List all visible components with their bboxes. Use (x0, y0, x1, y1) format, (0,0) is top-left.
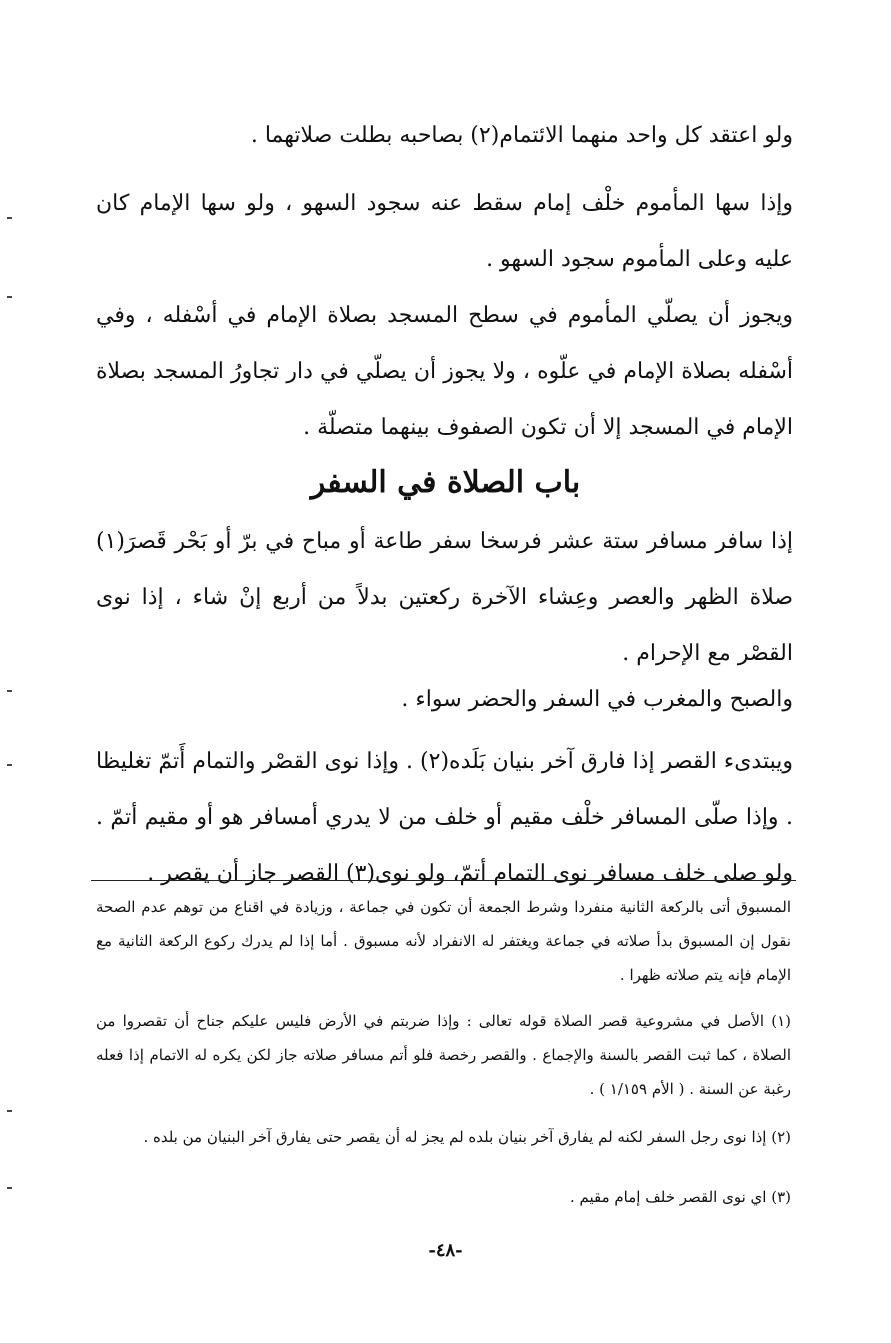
footnote-2: (٢) إذا نوى رجل السفر لكنه لم يفارق آخر بنيان بلده لم يجز له أن يقصر حتى يفارق آخر البنيان من بلده . (143, 1128, 791, 1146)
footnote-divider (91, 880, 796, 881)
paragraph-3: ويجوز أن يصلّي المأموم في سطح المسجد بصلاة الإمام في أسْفله ، وفي أسْفله بصلاة الإمام في علّوه ، ولا يجوز أن يصلّي في دار تجاورُ المسجد بصلاة الإمام في المسجد إلا أن تكون الصفوف بينهما متصلّة . (96, 303, 793, 440)
footnote-3: (٣) اي نوى القصر خلف إمام مقيم . (569, 1188, 791, 1206)
paragraph-5: والصبح والمغرب في السفر والحضر سواء . (401, 687, 793, 712)
footnote-continuation: المسبوق أتى بالركعة الثانية منفردا وشرط الجمعة أن تكون في جماعة ، وزيادة في اقناع من توهم عدم الصحة نقول إن المسبوق بدأ صلاته في جماعة ويغتفر له الانفراد لأنه مسبوق . أما إذا لم يدرك ركوع الركعة الثانية مع الإمام فإنه يتم صلاته ظهرا . (96, 898, 791, 984)
page-number: -٤٨- (428, 1240, 463, 1261)
margin-mark (7, 764, 12, 766)
paragraph-4: إذا سافر مسافر ستة عشر فرسخا سفر طاعة أو مباح في برّ أو بَحْر قَصرَ(١) صلاة الظهر والعصر وعِشاء الآخرة ركعتين بدلاً من أربع إنْ شاء ، إذا نوى القصْر مع الإحرام . (96, 529, 793, 666)
section-heading: باب الصلاة في السفر (310, 465, 581, 500)
paragraph-2: وإذا سها المأموم خلْف إمام سقط عنه سجود السهو ، ولو سها الإمام كان عليه وعلى المأموم سجود السهو . (96, 191, 793, 272)
paragraph-6: ويبتدىء القصر إذا فارق آخر بنيان بَلَده(٢) . وإذا نوى القصْر والتمام أَتمّ تغليظا . وإذا صلّى المسافر خلْف مقيم أو خلف من لا يدري أمسافر هو أو مقيم أتمّ . ولو صلى خلف مسافر نوى التمام أتمّ، ولو نوى(٣) القصر جاز أن يقصر . (96, 749, 793, 886)
paragraph-1: ولو اعتقد كل واحد منهما الائتمام(٢) بصاحبه بطلت صلاتهما . (250, 123, 793, 148)
margin-mark (7, 296, 12, 298)
margin-mark (7, 217, 12, 219)
margin-mark (7, 1110, 12, 1112)
footnote-1: (١) الأصل في مشروعية قصر الصلاة قوله تعالى : وإذا ضربتم في الأرض فليس عليكم جناح أن تقصروا من الصلاة ، كما ثبت القصر بالسنة والإجماع . والقصر رخصة فلو أتم مسافر صلاته جاز لكن يكره له الاتمام إذا فعله رغبة عن السنة . ( الأم ١/١٥٩ ) . (96, 1012, 791, 1098)
margin-mark (7, 690, 12, 692)
margin-mark (7, 1187, 12, 1189)
